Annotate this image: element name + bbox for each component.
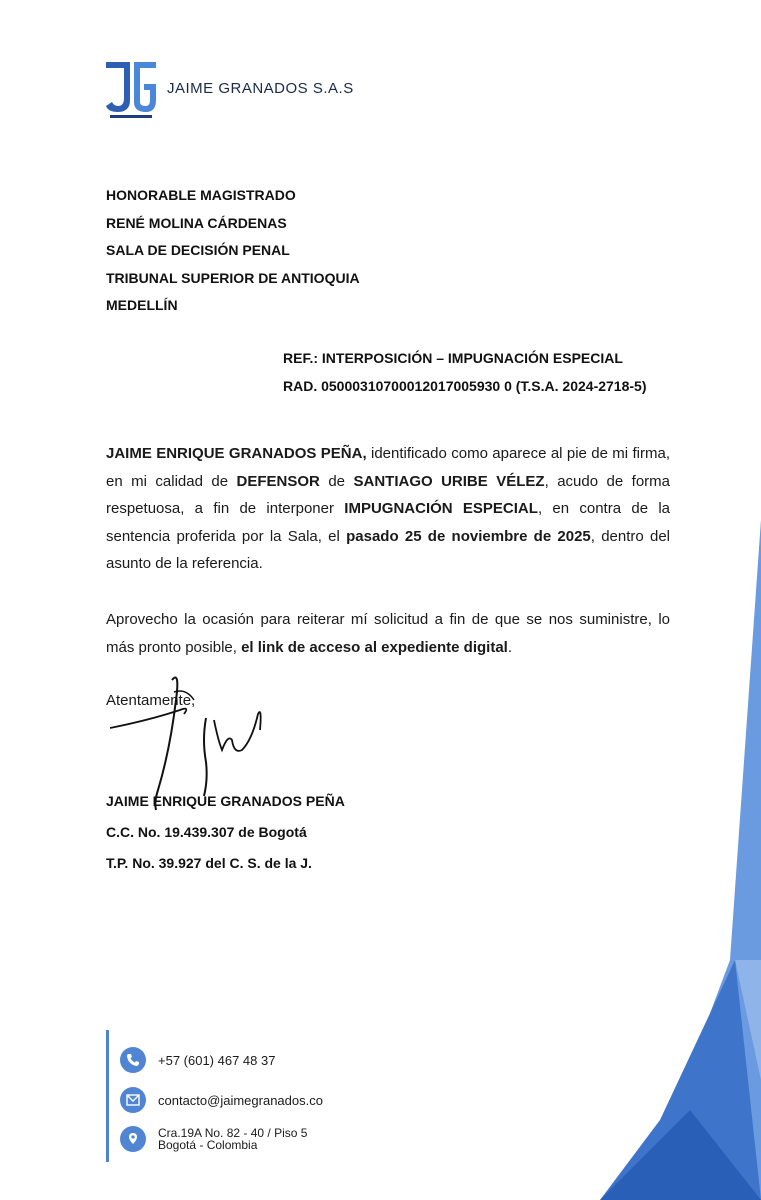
contact-email xyxy=(120,1087,323,1113)
contact-address xyxy=(120,1126,307,1152)
text: identificado como aparece al pie de mi firma, en mi calidad de xyxy=(106,445,670,490)
role: DEFENSOR xyxy=(236,472,320,490)
client-name: SANTIAGO URIBE VÉLEZ xyxy=(353,472,545,490)
address xyxy=(158,1127,307,1151)
closing: Atentamente, xyxy=(106,692,196,709)
phone-icon xyxy=(120,1047,146,1073)
footer-divider xyxy=(106,1030,109,1162)
addressee-line: MEDELLÍN xyxy=(106,297,178,313)
address-line-2: Bogotá - Colombia xyxy=(158,1138,258,1152)
location-icon xyxy=(120,1126,146,1152)
company-name: JAIME GRANADOS S.A.S xyxy=(167,80,354,97)
action: IMPUGNACIÓN ESPECIAL xyxy=(344,500,538,517)
signer-license: T.P. No. 39.927 del C. S. de la J. xyxy=(106,855,312,871)
text: . xyxy=(507,638,513,656)
sentence-date: pasado 25 de noviembre de 2025 xyxy=(346,527,591,545)
body-paragraph-1 xyxy=(106,440,670,578)
email-icon xyxy=(120,1087,146,1113)
signer-id: C.C. No. 19.439.307 de Bogotá xyxy=(106,824,307,840)
email-address: contacto@jaimegranados.co xyxy=(158,1092,323,1108)
addressee-line: TRIBUNAL SUPERIOR DE ANTIOQUIA xyxy=(106,269,360,286)
addressee-block xyxy=(106,182,666,320)
text: de xyxy=(319,472,354,490)
addressee-line: HONORABLE MAGISTRADO xyxy=(106,187,296,203)
text: , en contra de la sentencia proferida por la Sala, el xyxy=(106,500,671,545)
signer-name: JAIME ENRIQUE GRANADOS PEÑA xyxy=(106,793,345,809)
reference-block xyxy=(283,345,683,400)
phone-number: +57 (601) 467 48 37 xyxy=(158,1052,276,1068)
text: , dentro del asunto de la referencia. xyxy=(106,527,670,572)
addressee-line: SALA DE DECISIÓN PENAL xyxy=(106,242,290,258)
lawyer-name: JAIME ENRIQUE GRANADOS PEÑA, xyxy=(106,445,367,462)
request-highlight: el link de acceso al expediente digital xyxy=(241,638,508,656)
body-paragraph-2 xyxy=(106,606,670,661)
signer-block xyxy=(106,786,345,879)
contact-phone xyxy=(120,1047,275,1073)
text: , acudo de forma respetuosa, a fin de interponer xyxy=(106,472,670,517)
addressee-line: RENÉ MOLINA CÁRDENAS xyxy=(106,214,287,231)
radicado-line: RAD. 05000310700012017005930 0 (T.S.A. 2024-2718-5) xyxy=(283,377,647,394)
address-line-1: Cra.19A No. 82 - 40 / Piso 5 xyxy=(158,1126,308,1140)
text: Aprovecho la ocasión para reiterar mí solicitud a fin de que se nos suministre, lo más pronto posible, xyxy=(106,611,670,656)
reference-line: REF.: INTERPOSICIÓN – IMPUGNACIÓN ESPECIAL xyxy=(283,350,623,366)
company-logo xyxy=(104,60,158,120)
